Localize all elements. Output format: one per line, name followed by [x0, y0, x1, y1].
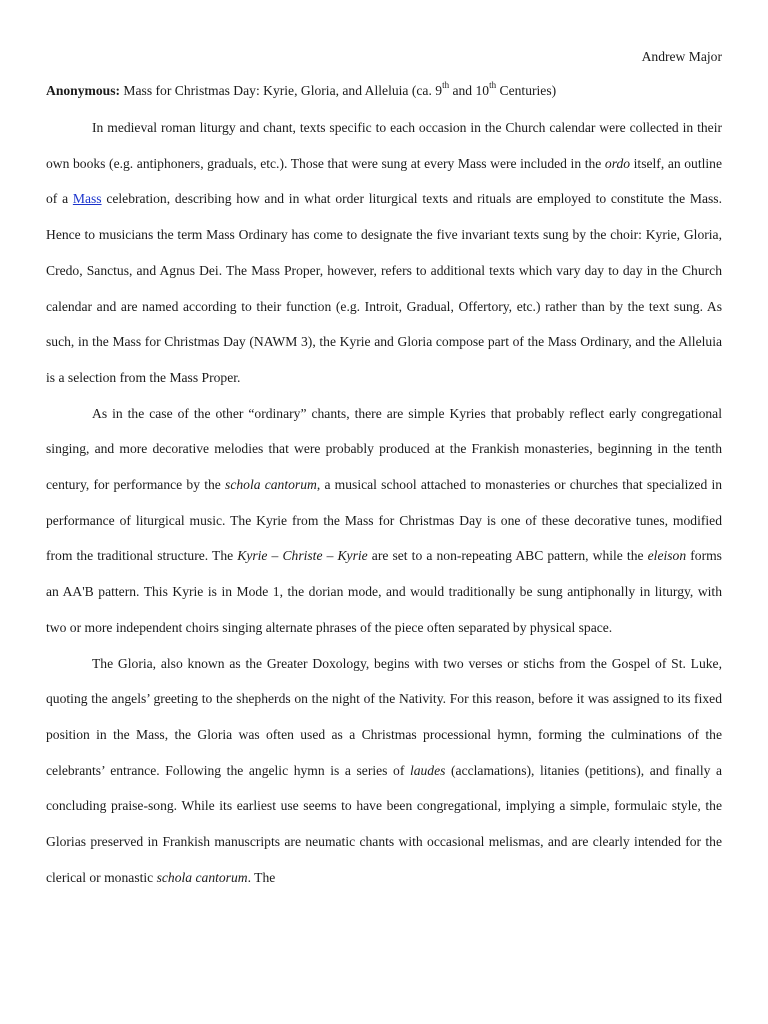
document-title [46, 81, 722, 101]
paragraph-2-text: As in the case of the other “ordinary” chants, there are simple Kyries that probably reflect early congregational singing, and more decorative melodies that were probably produced at the Frankish monasteries, beginning in the tenth century, for performance by the [46, 405, 722, 493]
title-text-part2: and 10 [449, 83, 490, 98]
title-superscript-1: th [442, 80, 450, 91]
paragraph-2-text: are set to a non-repeating ABC pattern, while the [367, 548, 648, 564]
paragraph-3-text: (acclamations), litanies (petitions), and finally a concluding praise-song. While its earliest use seems to have been congregational, implying a simple, formulaic style, the Glorias preserved in Frankish manuscripts are neumatic chants with occasional melismas, and are clearly intended for the clerical or monastic [46, 762, 722, 885]
paragraph-2-text: , a musical school attached to monasteries or churches that specialized in performance of liturgical music. The Kyrie from the Mass for Christmas Day is one of these decorative tunes, modified from the traditional structure. The [46, 477, 723, 564]
body-text [46, 110, 722, 895]
title-label: Anonymous: [46, 83, 121, 98]
paragraph-2 [46, 396, 722, 646]
italic-schola-cantorum: schola cantorum [225, 477, 317, 493]
italic-schola-cantorum: schola cantorum [156, 869, 248, 885]
title-text-part1: Mass for Christmas Day: Kyrie, Gloria, and Alleluia (ca. 9 [120, 83, 443, 98]
italic-laudes: laudes [409, 762, 446, 778]
paragraph-1-text: In medieval roman liturgy and chant, texts specific to each occasion in the Church calendar were collected in their own books (e.g. antiphoners, graduals, etc.). Those that were sung at every Mass were included in the [46, 120, 722, 171]
title-superscript-2: th [489, 80, 497, 91]
italic-kyrie-christe-kyrie: Kyrie – Christe – Kyrie [237, 548, 368, 564]
italic-ordo: ordo [604, 155, 631, 171]
title-text-part3: Centuries) [496, 83, 557, 98]
mass-link[interactable]: Mass [72, 191, 102, 207]
paragraph-1 [46, 110, 722, 396]
paragraph-2-text: forms an AA'B pattern. This Kyrie is in Mode 1, the dorian mode, and would traditionally be sung antiphonally in liturgy, with two or more independent choirs singing alternate phrases of the piece often separated by physical space. [46, 548, 722, 635]
italic-eleison: eleison [647, 548, 687, 564]
paragraph-3-text: The Gloria, also known as the Greater Doxology, begins with two verses or stichs from the Gospel of St. Luke, quoting the angels’ greeting to the shepherds on the night of the Nativity. For this reason, before it was assigned to its fixed position in the Mass, the Gloria was often used as a Christmas processional hymn, forming the culminations of the celebrants’ entrance. Following the angelic hymn is a series of [46, 655, 722, 778]
paragraph-1-text: itself, an outline of a [46, 155, 722, 207]
paragraph-3 [46, 646, 722, 896]
paragraph-1-text: celebration, describing how and in what order liturgical texts and rituals are employed to constitute the Mass. Hence to musicians the term Mass Ordinary has come to designate the five invariant texts sung by the choir: Kyrie, Gloria, Credo, Sanctus, and Agnus Dei. The Mass Proper, however, refers to additional texts which vary day to day in the Church calendar and are named according to their function (e.g. Introit, Gradual, Offertory, etc.) rather than by the text sung. As such, in the Mass for Christmas Day (NAWM 3), the Kyrie and Gloria compose part of the Mass Ordinary, and the Alleluia is a selection from the Mass Proper. [46, 191, 722, 385]
author-name: Andrew Major [641, 49, 722, 64]
paragraph-3-text: . The [247, 869, 276, 885]
